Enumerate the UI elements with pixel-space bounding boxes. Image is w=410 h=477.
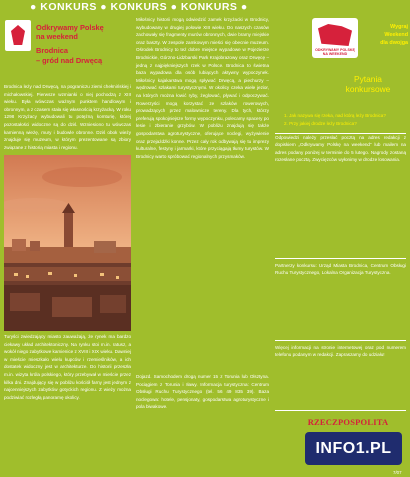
odkrywamy-polske-logo bbox=[312, 18, 358, 58]
header-word-3: KONKURS bbox=[180, 1, 238, 13]
partners-block bbox=[275, 262, 406, 277]
pytania-line-1: Pytania bbox=[354, 74, 382, 84]
column-2b-text bbox=[136, 373, 269, 411]
partners-text: Partnerzy konkursu: Urząd Miasta Brodnica, Centrum Obsługi Ruchu Turystycznego, Lokalna Organizacja Turystyczna. bbox=[275, 263, 406, 276]
header-dot: ● bbox=[100, 1, 108, 13]
column-1b-paragraph: Turyści zwiedzający miasto zauważają, że rynek ma bardzo ciekawy układ architektoniczny. Na rynku stoi m.in. ratusz, a wokół niego zabytkowe kamienice z XVIII i XIX wieku. Dawniej w mieście mieszkało wielu kupców i rzemieślników, a ich dostatek widoczny jest w architekturze. Do historii przeszła m.in. wizyta króla polskiego, który przebywał w mieście przez kilka dni. Znajdujący się w pobliżu kościół farny jest jednym z najcenniejszych zabytków gotyckich regionu. Z wieży można podziwiać rozległą panoramę okolicy. bbox=[4, 334, 131, 400]
entry-text: Odpowiedzi należy przesłać pocztą na adres redakcji z dopiskiem „Odkrywamy Polskę na weekend” lub mailem na adres podany poniżej w terminie do 5 lutego. Nagrody zostaną rozesłane pocztą. Zwycięzców wyłonimy w drodze losowania. bbox=[275, 135, 406, 163]
contest-questions-title bbox=[330, 75, 406, 94]
divider bbox=[275, 410, 406, 411]
win-weekend-title bbox=[360, 24, 408, 47]
win-title-line-3: dla dwojga bbox=[380, 39, 408, 46]
win-title-line-1: Wygraj bbox=[390, 24, 408, 30]
article-title-line-1: Odkrywamy Polskę bbox=[36, 23, 104, 32]
divider bbox=[275, 340, 406, 341]
column-1b-text bbox=[4, 333, 131, 401]
column-1-text bbox=[4, 83, 131, 151]
article-title-block bbox=[36, 23, 131, 65]
header-dot: ● bbox=[170, 1, 178, 13]
contest-questions bbox=[284, 112, 406, 128]
column-2b-paragraph: Dojazd. Samochodem drogą numer 15 z Torunia lub Olsztyna. Pociągiem z Torunia i Iławy. Informacja turystyczna: Centrum Obsługi Ruchu Turystycznego (tel. 56 49 835 39). Baza noclegowa: hotele, pensjonaty, gospodarstwa agroturystyczne i pola biwakowe. bbox=[136, 374, 269, 410]
header-dot: ● bbox=[30, 1, 37, 13]
poland-map-icon bbox=[318, 24, 352, 46]
article-subtitle-line-2: – gród nad Drwęcą bbox=[36, 55, 103, 65]
contest-header-bar bbox=[0, 0, 410, 14]
town-photo-svg bbox=[4, 155, 131, 331]
info1-logo: INFO1.PL bbox=[305, 432, 402, 465]
column-2-text bbox=[136, 16, 269, 160]
column-2-paragraph: Miłośnicy historii mogą odwiedzić zamek krzyżacki w Brodnicy, wybudowany w drugiej połowie XIII wieku. Do naszych czasów zachowały się fragmenty murów obronnych, dwie bramy miejskie oraz baszty. W zespole zamkowym mieści się obecnie muzeum. Ośrodek Brodnicy to też dobre miejsce wypadowe w Pojezierze Brodnickie, Górzno-Lidzbarski Park Krajobrazowy oraz Drwęcę – jedną z najpiękniejszych rzek w Polsce. Brodnica to świetna baza wypadowa dla osób lubiących aktywny wypoczynek. Miłośnicy kajakarstwa mogą spływać Drwęcą, a piechurzy – wędrować szlakami turystycznymi. W okolicy czeka wiele jezior, na których można łowić ryby, żeglować, pływać i odpoczywać. Rowerzyści mogą korzystać ze szlaków rowerowych, prowadzących przez malownicze tereny. Dla tych, którzy preferują spokojniejsze formy wypoczynku, polecamy spacery po lesie i zbieranie grzybów. W pobliżu znajdują się także gospodarstwa agroturystyczne, oferujące noclegi, wyżywienie oraz przejażdżki konne. Przez cały rok odbywają się tu imprezy kulturalne, festyny i jarmarki, które przyciągają tłumy turystów. W Brodnicy warto spróbować regionalnych przysmaków. bbox=[136, 17, 269, 159]
header-dot: ● bbox=[240, 1, 248, 13]
article-title-line-2: na weekend bbox=[36, 32, 78, 42]
question-2: 2. Przy jakiej drodze leży Brodnica? bbox=[284, 121, 357, 126]
header-word-1: KONKURS bbox=[40, 1, 97, 13]
win-title-line-2: Weekend bbox=[384, 31, 408, 38]
town-photo bbox=[4, 155, 131, 331]
header-word-2: KONKURS bbox=[110, 1, 168, 13]
entry-instructions bbox=[275, 134, 406, 164]
contact-text: Więcej informacji na stronie internetowej oraz pod numerem telefonu podanym w redakcji. Zapraszamy do udziału! bbox=[275, 345, 406, 358]
question-1: 1. Jak nazywa się rzeka, nad którą leży Brodnica? bbox=[284, 113, 386, 118]
logo-caption: ODKRYWAMY POLSKĘ NA WEEKEND bbox=[315, 48, 355, 56]
contact-block bbox=[275, 344, 406, 359]
page-number: 7/07 bbox=[393, 470, 402, 475]
map-pin-icon bbox=[5, 20, 31, 51]
divider bbox=[275, 258, 406, 259]
pytania-line-2: konkursowe bbox=[345, 83, 391, 94]
rzeczpospolita-logo: RZECZPOSPOLITA bbox=[307, 417, 389, 427]
column-1-paragraph: Brodnica leży nad Drwęcą, na pograniczu ziemi chełmińskiej i michałowskiej. Pierwsze wzmianki o niej pochodzą z XIII wieku. Była wówczas ważnym punktem handlowym i obronnym, a z czasem stała się własnością krzyżacką. W roku 1298 Krzyżacy wybudowali tu potężną komturię, której pozostałości widoczne są do dziś. Wzniesiono tu wówczas kamienną wieżę, mury i budowle obronne. Dziś obok wieży znajduje się muzeum, w którym prezentowane są zbiory związane z historią miasta i regionu. bbox=[4, 84, 131, 150]
article-subtitle-line-1: Brodnica bbox=[36, 46, 69, 56]
